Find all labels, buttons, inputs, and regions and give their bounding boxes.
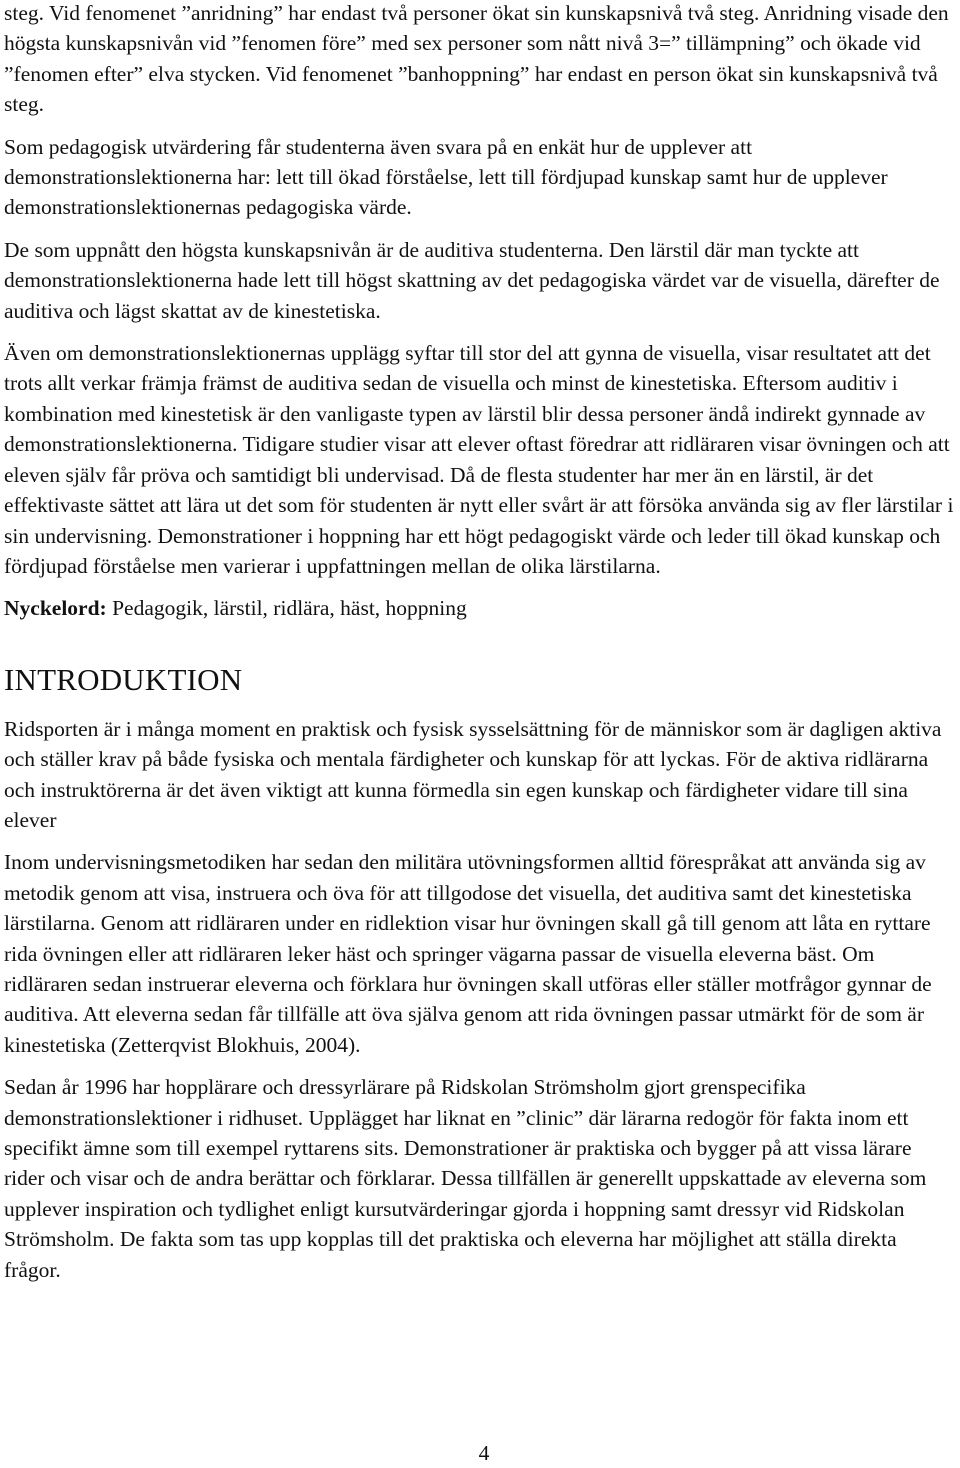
- paragraph-evaluation: Som pedagogisk utvärdering får studenterna även svara på en enkät hur de upplever att demonstrationslektionerna har: lett till ökad förståelse, lett till fördjupad kunskap samt hur de upplever demonstrationslektionernas pedagogiska värde.: [4, 134, 888, 220]
- paragraph-discussion: Även om demonstrationslektionernas upplägg syftar till stor del att gynna de visuella, visar resultatet att det trots allt verkar främja främst de auditiva sedan de visuella och minst de kinestetiska. Eftersom auditiv i kombination med kinestetisk är den vanligaste typen av lärstil blir dessa personer ändå indirekt gynnade av demonstrationslektionerna. Tidigare studier visar att elever oftast föredrar att ridläraren visar övningen och att eleven själv får pröva och samtidigt bli undervisad. Då de flesta studenter har mer än en lärstil, är det effektivaste sättet att lära ut det som för studenten är nytt eller svårt är att försöka använda sig av fler lärstilar i sin undervisning. Demonstrationer i hoppning har ett högt pedagogiskt värde och leder till ökad kunskap och fördjupad förståelse men varierar i uppfattningen mellan de olika lärstilarna.: [4, 341, 954, 578]
- document-page: [4, 0, 956, 1285]
- section-heading: INTRODUKTION: [4, 661, 243, 697]
- page-number: 4: [478, 1441, 490, 1465]
- paragraph-intro-2: Inom undervisningsmetodiken har sedan den militära utövningsformen alltid förespråkat att använda sig av metodik genom att visa, instruera och öva för att tillgodose det visuella, det auditiva samt det kinestetiska lärstilarna. Genom att ridläraren under en ridlektion visar hur övningen skall gå till genom att låta en ryttare rida övningen eller att ridläraren leker häst och springer vägarna passar de visuella eleverna bäst. Om ridläraren sedan instruerar eleverna och förklara hur övningen skall utföras eller ställer motfrågor gynnar de auditiva. Att eleverna sedan får tillfälle att öva själva genom att rida övningen passar utmärkt för de som är kinestetiska (Zetterqvist Blokhuis, 2004).: [4, 850, 932, 1057]
- paragraph-intro-3: Sedan år 1996 har hopplärare och dressyrlärare på Ridskolan Strömsholm gjort grenspecifika demonstrationslektioner i ridhuset. Upplägget har liknat en ”clinic” där lärarna redogör för fakta inom ett specifikt ämne som till exempel ryttarens sits. Demonstrationer är praktiska och bygger på att vissa lärare rider och visar och de andra berättar och förklarar. Dessa tillfällen är generellt uppskattade av eleverna som upplever inspiration och tydlighet enligt kursutvärderingar gjorda i hoppning samt dressyr vid Ridskolan Strömsholm. De fakta som tas upp kopplas till det praktiska och eleverna har möjlighet att ställa direkta frågor.: [4, 1075, 927, 1282]
- keywords-label: Nyckelord:: [4, 596, 107, 621]
- paragraph-intro-1: Ridsporten är i många moment en praktisk och fysisk sysselsättning för de människor som är dagligen aktiva och ställer krav på både fysiska och mentala färdigheter och kunskap för att lyckas. För de aktiva ridlärarna och instruktörerna är det även viktigt att kunna förmedla sin egen kunskap och färdigheter vidare till sina elever: [4, 716, 942, 832]
- paragraph-auditive-result: De som uppnått den högsta kunskapsnivån är de auditiva studenterna. Den lärstil där man tyckte att demonstrationslektionerna hade lett till högst skattning av det pedagogiska värdet var de visuella, därefter de auditiva och lägst skattat av de kinestetiska.: [4, 237, 940, 323]
- keywords-line: [4, 593, 956, 623]
- paragraph-results-summary: steg. Vid fenomenet ”anridning” har endast två personer ökat sin kunskapsnivå två steg. Anridning visade den högsta kunskapsnivån vid ”fenomen före” med sex personer som nått nivå 3=” tillämpning” och ökade vid ”fenomen efter” elva stycken. Vid fenomenet ”banhoppning” har endast en person ökat sin kunskapsnivå två steg.: [4, 1, 949, 117]
- keywords-text: Pedagogik, lärstil, ridlära, häst, hoppning: [106, 596, 467, 621]
